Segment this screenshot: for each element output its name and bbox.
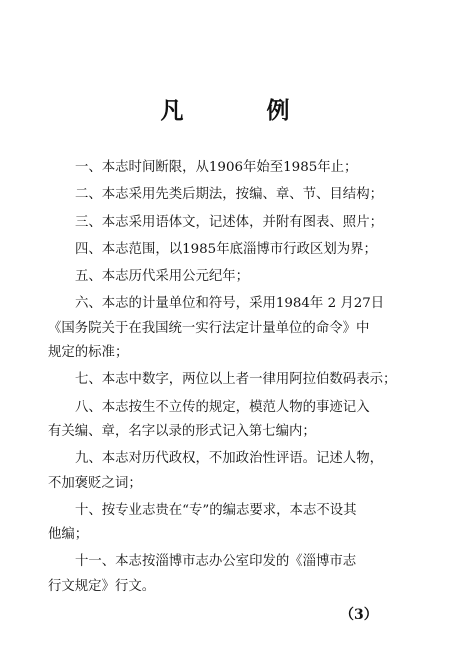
page-title: 凡 例 (160, 97, 320, 124)
note-item-3 (48, 211, 420, 235)
note-item-5 (48, 265, 420, 289)
note-item-6 (48, 292, 420, 365)
note-line: 他编； (48, 527, 89, 543)
note-item-7 (48, 368, 420, 392)
note-line: 不加褒贬之词； (48, 475, 142, 491)
note-item-8 (48, 396, 420, 445)
note-line: 八、本志按生不立传的规定，模范人物的事迹记入 (75, 399, 370, 415)
page-number: （3） (340, 607, 378, 623)
note-line: 十、按专业志贵在“专”的编志要求，本志不设其 (75, 502, 357, 518)
note-line: 三、本志采用语体文，记述体，并附有图表、照片； (75, 214, 383, 230)
note-line: 四、本志范围，以1985年底淄博市行政区划为界； (75, 241, 377, 257)
note-item-11 (48, 550, 420, 599)
note-line: 六、本志的计量单位和符号，采用1984年 2 月27日 (75, 296, 385, 312)
note-line: 七、本志中数字，两位以上者一律用阿拉伯数码表示； (75, 372, 397, 388)
note-line: 五、本志历代采用公元纪年； (75, 269, 250, 285)
note-item-1 (48, 156, 420, 180)
note-line: 十一、本志按淄博市志办公室印发的《淄博市志 (75, 554, 357, 570)
note-item-2 (48, 183, 420, 207)
note-line: 二、本志采用先类后期法，按编、章、节、目结构； (75, 187, 383, 203)
note-line: 行文规定》行文。 (48, 578, 156, 594)
note-item-10 (48, 499, 420, 548)
notes-body (48, 156, 420, 602)
note-line: 《国务院关于在我国统一实行法定计量单位的命令》中 (48, 320, 370, 336)
note-item-9 (48, 447, 420, 496)
note-line: 规定的标准； (48, 345, 129, 361)
note-line: 九、本志对历代政权，不加政治性评语。记述人物， (75, 451, 383, 467)
note-line: 一、本志时间断限，从1906年始至1985年止； (75, 160, 358, 175)
note-line: 有关编、章，名字以录的形式记入第七编内； (48, 423, 316, 439)
note-item-4 (48, 238, 420, 262)
